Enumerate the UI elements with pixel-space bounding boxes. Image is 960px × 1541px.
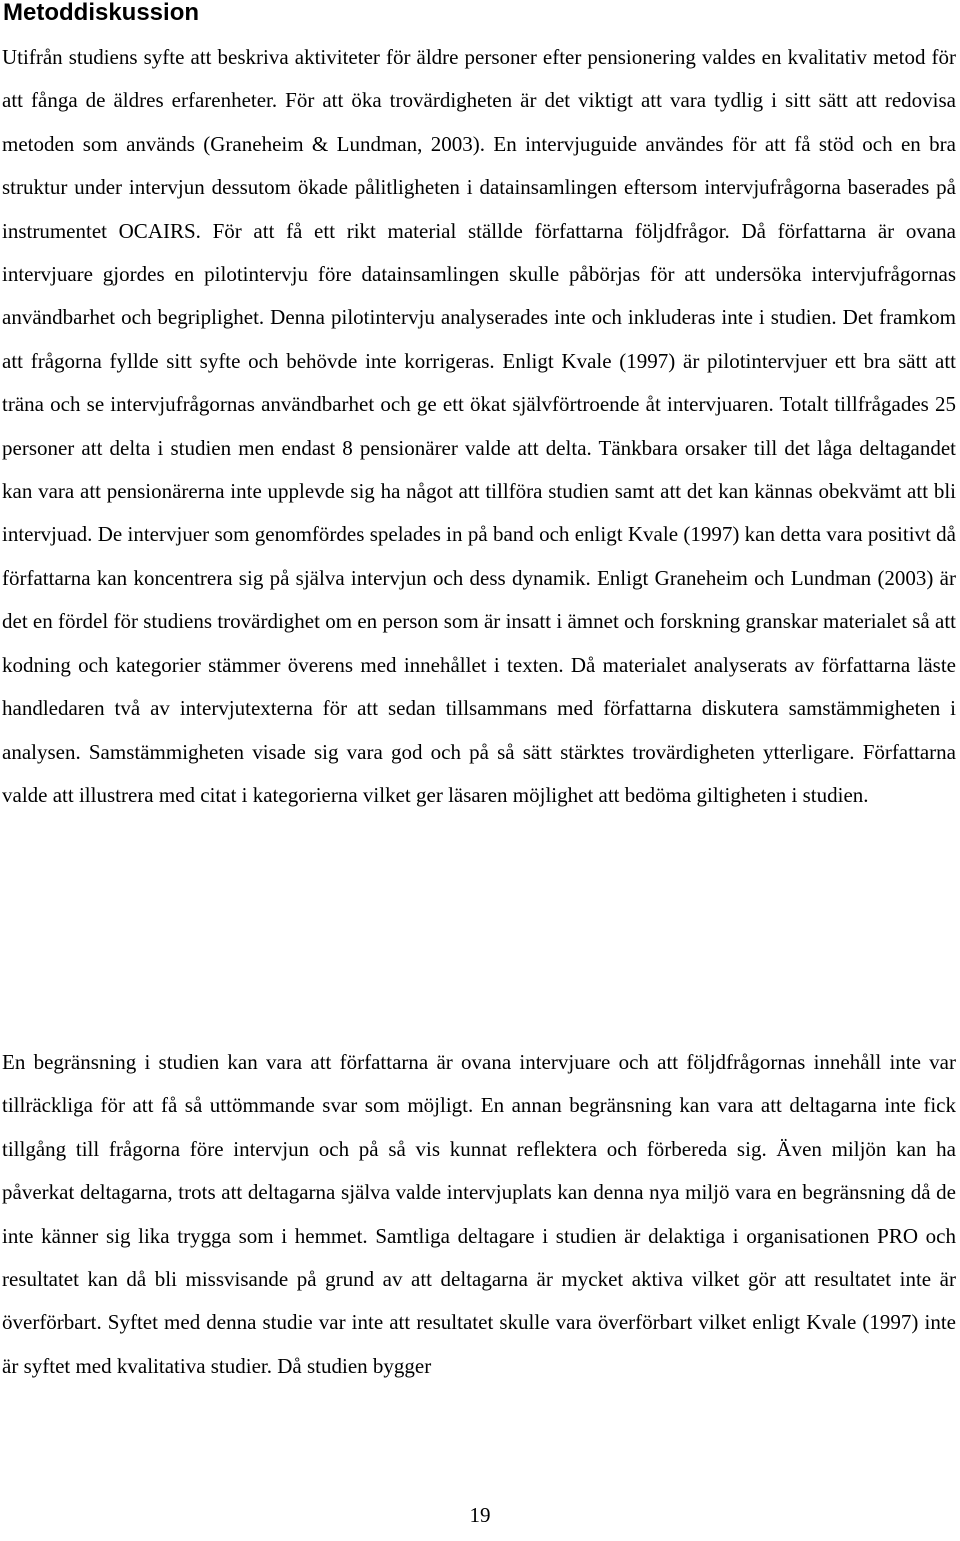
page-number: 19 xyxy=(469,1503,491,1527)
body-paragraph-2: En begränsning i studien kan vara att författarna är ovana intervjuare och att följdfrågornas innehåll inte var tillräckliga för att få så uttömmande svar som möjligt. En annan begränsning kan vara att deltagarna inte fick tillgång till frågorna före intervjun och på så vis kunnat reflektera och förbereda sig. Även miljön kan ha påverkat deltagarna, trots att deltagarna själva valde intervjuplats kan denna nya miljö vara en begränsning då de inte känner sig lika trygga som i hemmet. Samtliga deltagare i studien är delaktiga i organisationen PRO och resultatet kan då bli missvisande på grund av att deltagarna är mycket aktiva vilket gör att resultatet inte är överförbart. Syftet med denna studie var inte att resultatet skulle vara överförbart vilket enligt Kvale (1997) inte är syftet med kvalitativa studier. Då studien bygger xyxy=(2,1050,956,1378)
section-heading: Metoddiskussion xyxy=(3,0,200,26)
body-paragraph-1: Utifrån studiens syfte att beskriva aktiviteter för äldre personer efter pensionering valdes en kvalitativ metod för att fånga de äldres erfarenheter. För att öka trovärdigheten är det viktigt att vara tydlig i sitt sätt att redovisa metoden som används (Graneheim & Lundman, 2003). En intervjuguide användes för att få stöd och en bra struktur under intervjun dessutom ökade pålitligheten i datainsamlingen eftersom intervjufrågorna baserades på instrumentet OCAIRS. För att få ett rikt material ställde författarna följdfrågor. Då författarna är ovana intervjuare gjordes en pilotintervju före datainsamlingen skulle påbörjas för att undersöka intervjufrågornas användbarhet och begriplighet. Denna pilotintervju analyserades inte och inkluderas inte i studien. Det framkom att frågorna fyllde sitt syfte och behövde inte korrigeras. Enligt Kvale (1997) är pilotintervjuer ett bra sätt att träna och se intervjufrågornas användbarhet och ge ett ökat självförtroende åt intervjuaren. Totalt tillfrågades 25 personer att delta i studien men endast 8 pensionärer valde att delta. Tänkbara orsaker till det låga deltagandet kan vara att pensionärerna inte upplevde sig ha något att tillföra studien samt att det kan kännas obekvämt att bli intervjuad. De intervjuer som genomfördes spelades in på band och enligt Kvale (1997) kan detta vara positivt då författarna kan koncentrera sig på själva intervjun och dess dynamik. Enligt Graneheim och Lundman (2003) är det en fördel för studiens trovärdighet om en person som är insatt i ämnet och forskning granskar materialet så att kodning och kategorier stämmer överens med innehållet i texten. Då materialet analyserats av författarna läste handledaren två av intervjutexterna för att sedan tillsammans med författarna diskutera samstämmigheten i analysen. Samstämmigheten visade sig vara god och på så sätt stärktes trovärdigheten ytterligare. Författarna valde att illustrera med citat i kategorierna vilket ger läsaren möjlighet att bedöma giltigheten i studien. xyxy=(2,45,956,807)
